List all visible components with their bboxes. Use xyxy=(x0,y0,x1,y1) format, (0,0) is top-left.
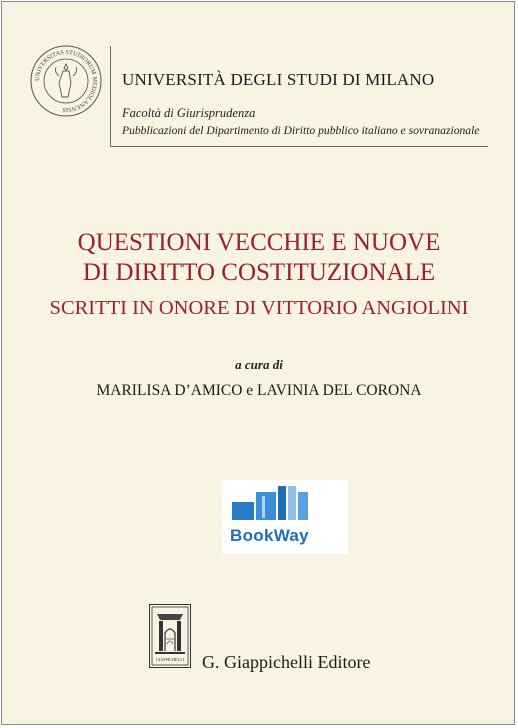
book-cover xyxy=(1,1,515,725)
bookway-brand: BookWay xyxy=(230,526,309,545)
title-line-1: QUESTIONI VECCHIE E NUOVE xyxy=(77,229,441,256)
editors-names: MARILISA D’AMICO e LAVINIA DEL CORONA xyxy=(96,382,422,399)
title-line-2: DI DIRITTO COSTITUZIONALE xyxy=(82,259,436,286)
title-block xyxy=(2,228,515,320)
publisher-logo-text: GIAPPICHELLI xyxy=(155,657,185,662)
curated-by-label: a cura di xyxy=(235,357,283,372)
subtitle: SCRITTI IN ONORE DI VITTORIO ANGIOLINI xyxy=(49,297,469,319)
bookway-logo-icon xyxy=(222,480,348,530)
svg-text:UNIVERSITAS STUDIORUM MEDIOLAN xyxy=(34,49,98,113)
publisher-logo-icon xyxy=(149,604,191,668)
header-vertical-rule xyxy=(110,46,111,146)
department-series: Pubblicazioni del Dipartimento di Diritto pubblico italiano e sovranazionale xyxy=(122,124,480,137)
publisher-name: G. Giappichelli Editore xyxy=(202,652,371,672)
university-name: UNIVERSITÀ DEGLI STUDI DI MILANO xyxy=(122,70,435,89)
header-horizontal-rule xyxy=(110,146,488,147)
bookway-watermark xyxy=(222,480,348,554)
seal-text: UNIVERSITAS STUDIORUM MEDIOLANENSIS xyxy=(33,48,99,114)
university-seal-icon xyxy=(29,44,103,118)
faculty-name: Facoltà di Giurisprudenza xyxy=(122,106,256,120)
